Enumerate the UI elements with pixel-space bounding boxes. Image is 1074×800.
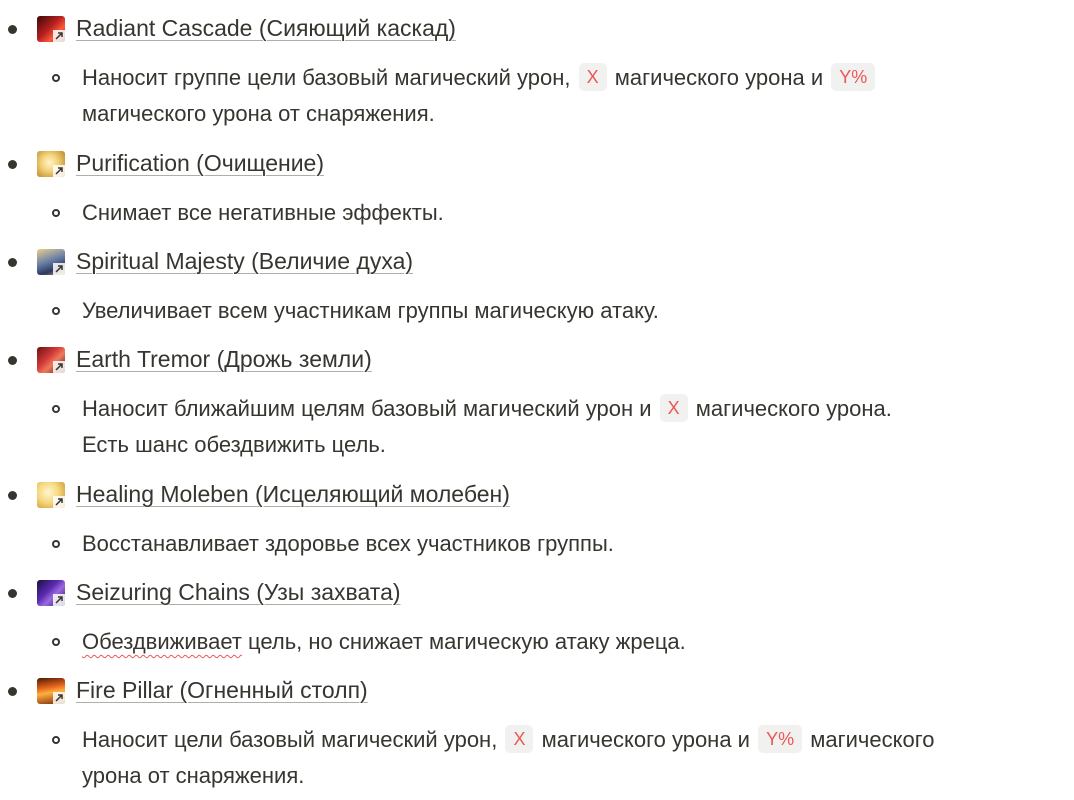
radiant-cascade-icon[interactable] [37, 16, 65, 42]
link-arrow-icon [53, 263, 65, 275]
description-text: цель, но снижает магическую атаку жреца. [241, 629, 686, 654]
skill-description [82, 722, 935, 758]
skill-description-continued: Есть шанс обездвижить цель. [82, 432, 386, 457]
description-text: магического урона и [614, 65, 824, 90]
skill-description: Снимает все негативные эффекты. [82, 200, 444, 225]
skill-description: Увеличивает всем участникам группы магическую атаку. [82, 298, 659, 323]
description-text: магического [810, 727, 935, 752]
skill-link[interactable]: Purification (Очищение) [76, 150, 325, 176]
bullet [8, 356, 17, 365]
skill-link[interactable]: Healing Moleben (Исцеляющий молебен) [76, 481, 510, 507]
description-text: Наносит группе цели базовый магический урон, [82, 65, 571, 90]
link-arrow-icon [53, 496, 65, 508]
bullet [8, 160, 17, 169]
bullet [8, 687, 17, 696]
link-arrow-icon [53, 30, 65, 42]
bullet [8, 491, 17, 500]
inline-code: X [660, 394, 688, 422]
skill-description: Восстанавливает здоровье всех участников группы. [82, 531, 614, 556]
link-arrow-icon [53, 692, 65, 704]
sub-bullet [52, 74, 60, 82]
skill-description-continued: магического урона от снаряжения. [82, 101, 435, 126]
link-arrow-icon [53, 361, 65, 373]
skill-description-continued: урона от снаряжения. [82, 763, 305, 788]
sub-bullet [52, 405, 60, 413]
sub-bullet [52, 736, 60, 744]
link-arrow-icon [53, 165, 65, 177]
seizuring-chains-icon[interactable] [37, 580, 65, 606]
sub-bullet [52, 209, 60, 217]
skill-description [82, 60, 877, 96]
description-text: магического урона. [695, 396, 892, 421]
spiritual-majesty-icon[interactable] [37, 249, 65, 275]
skill-description [82, 624, 686, 660]
skill-link[interactable]: Earth Tremor (Дрожь земли) [76, 346, 372, 372]
link-arrow-icon [53, 594, 65, 606]
skill-link[interactable]: Spiritual Majesty (Величие духа) [76, 248, 414, 274]
description-text: Наносит цели базовый магический урон, [82, 727, 498, 752]
bullet [8, 258, 17, 267]
sub-bullet [52, 540, 60, 548]
skill-link[interactable]: Fire Pillar (Огненный столп) [76, 677, 368, 703]
earth-tremor-icon[interactable] [37, 347, 65, 373]
purification-icon[interactable] [37, 151, 65, 177]
skill-description [82, 391, 892, 427]
inline-code: Y% [831, 63, 875, 91]
bullet [8, 589, 17, 598]
inline-code: X [579, 63, 607, 91]
skill-link[interactable]: Seizuring Chains (Узы захвата) [76, 579, 401, 605]
sub-bullet [52, 638, 60, 646]
sub-bullet [52, 307, 60, 315]
misspelled-word[interactable]: Обездвиживает [82, 629, 242, 654]
description-text: магического урона и [541, 727, 750, 752]
description-text: Наносит ближайшим целям базовый магический урон и [82, 396, 652, 421]
healing-moleben-icon[interactable] [37, 482, 65, 508]
fire-pillar-icon[interactable] [37, 678, 65, 704]
inline-code: Y% [758, 725, 802, 753]
inline-code: X [505, 725, 533, 753]
bullet [8, 25, 17, 34]
skill-link[interactable]: Radiant Cascade (Сияющий каскад) [76, 15, 456, 41]
